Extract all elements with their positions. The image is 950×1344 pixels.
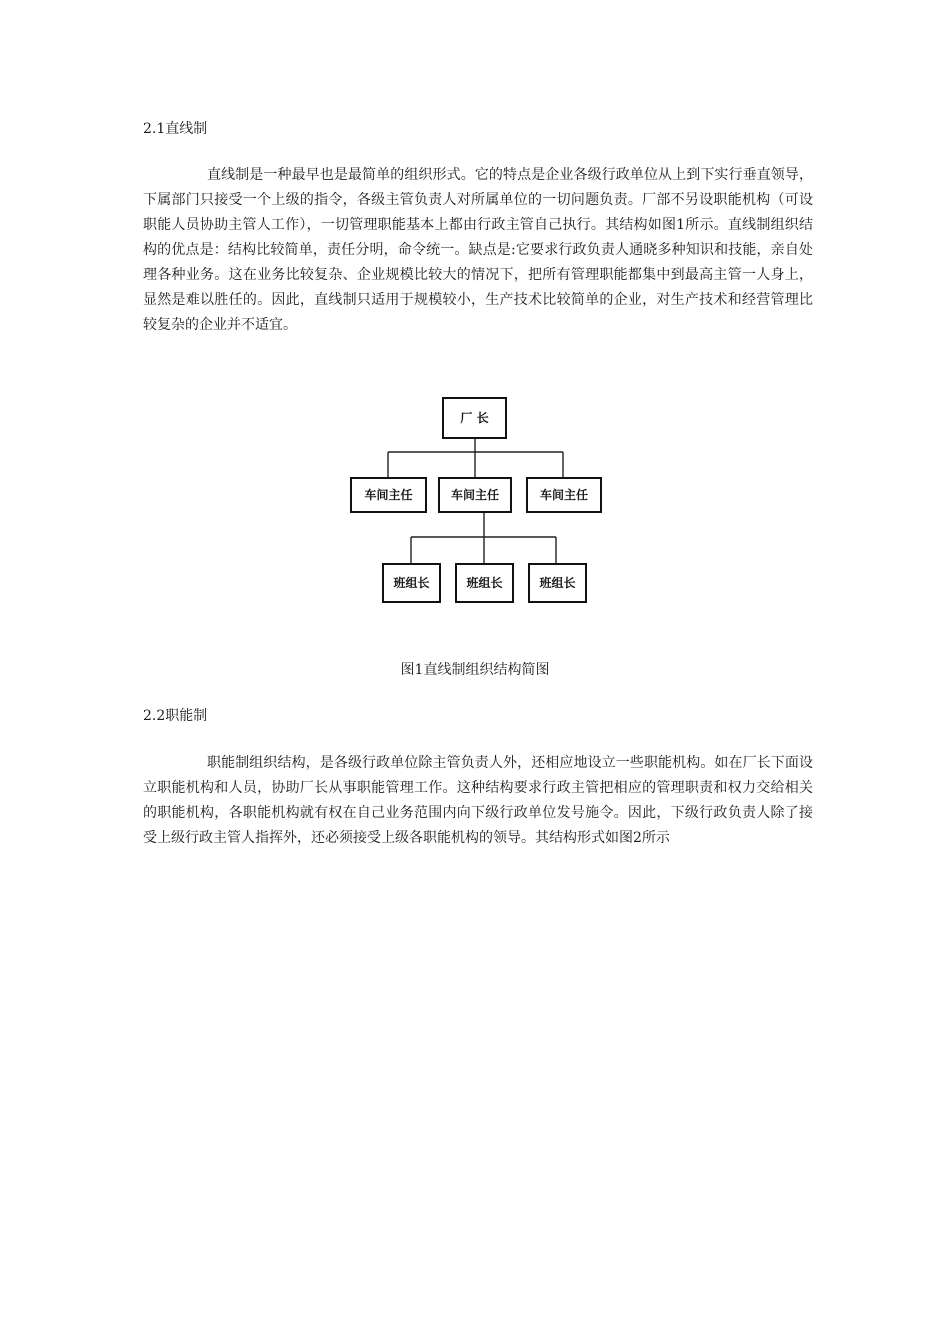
org-node-workshop-label: 车间主任 <box>364 488 413 502</box>
section-paragraph-2: 职能制组织结构，是各级行政单位除主管负责人外，还相应地设立一些职能机构。如在厂长下面设立职能机构和人员，协助厂长从事职能管理工作。这种结构要求行政主管把相应的管理职责和权力交给相关的职能机构，各职能机构就有权在自己业务范围内向下级行政单位发号施令。因此，下级行政负责人除了接受上级行政主管人指挥外，还必须接受上级各职能机构的领导。其结构形式如图2所示 <box>143 755 813 846</box>
section-heading-1: 2.1直线制 <box>143 121 208 137</box>
section-paragraph-1: 直线制是一种最早也是最简单的组织形式。它的特点是企业各级行政单位从上到下实行垂直领导，下属部门只接受一个上级的指令，各级主管负责人对所属单位的一切问题负责。厂部不另设职能机构（可设职能人员协助主管人工作），一切管理职能基本上都由行政主管自己执行。其结构如图1所示。直线制组织结构的优点是：结构比较简单，责任分明，命令统一。缺点是:它要求行政负责人通晓多种知识和技能，亲自处理各种业务。这在业务比较复杂、企业规模比较大的情况下，把所有管理职能都集中到最高主管一人身上，显然是难以胜任的。因此，直线制只适用于规模较小，生产技术比较简单的企业，对生产技术和经营管理比较复杂的企业并不适宜。 <box>143 167 813 333</box>
org-node-team-leader-1 <box>383 564 440 602</box>
figure-caption: 图1直线制组织结构简图 <box>400 662 550 678</box>
org-node-team-leader-3 <box>529 564 586 602</box>
org-node-workshop-1 <box>351 478 426 512</box>
org-node-workshop-3 <box>527 478 601 512</box>
org-node-director-label: 厂 长 <box>460 411 489 425</box>
org-node-director <box>443 398 506 438</box>
org-chart-svg <box>343 392 608 614</box>
org-node-workshop-2 <box>439 478 511 512</box>
org-node-workshop-label: 车间主任 <box>539 488 589 502</box>
section-heading-2: 2.2职能制 <box>143 708 208 724</box>
org-node-team-leader-label: 班组长 <box>466 576 503 590</box>
org-node-team-leader-2 <box>456 564 513 602</box>
org-chart-figure <box>343 392 608 614</box>
org-node-workshop-label: 车间主任 <box>450 488 500 502</box>
org-node-team-leader-label: 班组长 <box>539 576 576 590</box>
org-node-team-leader-label: 班组长 <box>393 576 430 590</box>
